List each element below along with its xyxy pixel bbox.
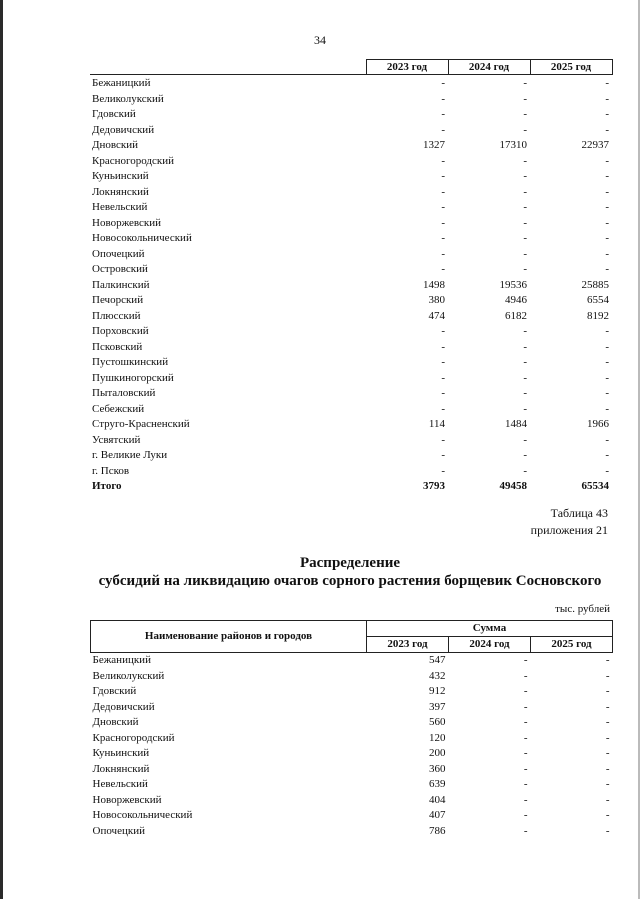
table-row bbox=[90, 355, 612, 371]
row-value-2024: - bbox=[523, 263, 527, 275]
section-title-line1: Распределение bbox=[299, 555, 401, 571]
row-value-2025: - bbox=[605, 685, 610, 697]
row-value-2024: - bbox=[523, 185, 527, 198]
page-number: 34 bbox=[314, 33, 326, 47]
row-value-2023: 474 bbox=[428, 309, 445, 322]
table-row bbox=[91, 762, 613, 778]
row-value-2023: 1498 bbox=[423, 278, 445, 291]
row-value-2023: 114 bbox=[428, 418, 445, 430]
row-district-name: Пушкиногорский bbox=[92, 371, 174, 384]
row-value-2023: - bbox=[441, 371, 445, 384]
table2-header-2024: 2024 год bbox=[449, 637, 531, 653]
table-row bbox=[91, 653, 613, 669]
row-value-2024: - bbox=[523, 433, 527, 446]
row-value-2024: - bbox=[523, 356, 527, 368]
table-row bbox=[90, 154, 612, 170]
row-value-2023: 397 bbox=[429, 700, 446, 713]
row-value-2025: - bbox=[605, 654, 610, 666]
row-value-2023: - bbox=[441, 108, 445, 120]
row-value-2023: 407 bbox=[429, 809, 446, 821]
row-value-2023: 560 bbox=[429, 716, 446, 728]
table-row bbox=[91, 715, 613, 731]
row-district-name: Красногородский bbox=[92, 731, 175, 744]
row-value-2024: - bbox=[523, 340, 527, 353]
row-value-2025: - bbox=[605, 185, 609, 198]
row-value-2024: - bbox=[523, 325, 527, 337]
row-value-2025: - bbox=[605, 731, 610, 744]
row-value-2023: 404 bbox=[429, 793, 446, 806]
table1-header-row bbox=[90, 60, 612, 75]
table-row bbox=[90, 448, 612, 464]
total-value-2024: 49458 bbox=[499, 480, 527, 492]
row-value-2025: - bbox=[605, 778, 610, 790]
row-value-2024: - bbox=[523, 449, 527, 461]
row-value-2024: - bbox=[523, 464, 527, 477]
row-value-2023: - bbox=[441, 464, 445, 477]
row-value-2024: - bbox=[523, 669, 528, 682]
table-row bbox=[90, 107, 612, 123]
table-row bbox=[90, 200, 612, 216]
row-value-2024: - bbox=[523, 232, 527, 244]
row-district-name: Палкинский bbox=[92, 278, 150, 291]
table1-header-blank bbox=[90, 60, 366, 75]
row-value-2023: 1327 bbox=[423, 139, 445, 151]
row-value-2025: - bbox=[605, 325, 609, 337]
row-value-2024: - bbox=[523, 201, 527, 213]
table2-header-2025: 2025 год bbox=[531, 637, 613, 653]
section-title-line2: субсидий на ликвидацию очагов сорного растения борщевик Сосновского bbox=[98, 573, 602, 589]
table-hogweed-subsidies bbox=[90, 620, 613, 839]
table1-header-2023: 2023 год bbox=[366, 60, 448, 75]
row-value-2024: - bbox=[523, 700, 528, 713]
appendix-caption: приложения 21 bbox=[530, 523, 608, 537]
row-value-2024: - bbox=[523, 92, 527, 105]
row-district-name: Пыталовский bbox=[92, 387, 156, 399]
row-value-2024: - bbox=[523, 778, 528, 790]
row-value-2025: - bbox=[605, 464, 609, 477]
row-value-2025: - bbox=[605, 77, 609, 89]
table-row bbox=[91, 700, 613, 716]
row-value-2023: 360 bbox=[429, 762, 446, 775]
row-value-2025: - bbox=[605, 340, 609, 353]
table-row bbox=[91, 793, 613, 809]
table2-header-name: Наименование районов и городов bbox=[91, 621, 367, 653]
row-district-name: Красногородский bbox=[92, 154, 175, 167]
table-row bbox=[91, 777, 613, 793]
row-value-2025: - bbox=[605, 263, 609, 275]
row-district-name: Великолукский bbox=[92, 669, 165, 682]
row-district-name: Дновский bbox=[92, 716, 139, 728]
row-value-2025: - bbox=[605, 201, 609, 213]
row-value-2024: - bbox=[523, 731, 528, 744]
table-row bbox=[90, 293, 612, 309]
table-row bbox=[90, 371, 612, 387]
total-value-2025: 65534 bbox=[581, 480, 609, 492]
row-district-name: Куньинский bbox=[92, 747, 150, 759]
table-row bbox=[91, 808, 613, 824]
row-district-name: Новоржевский bbox=[92, 216, 162, 229]
table-row bbox=[90, 75, 612, 92]
row-value-2023: 200 bbox=[429, 747, 446, 759]
row-value-2023: - bbox=[441, 232, 445, 244]
row-value-2023: - bbox=[441, 185, 445, 198]
table-row bbox=[90, 169, 612, 185]
row-district-name: г. Псков bbox=[92, 464, 130, 477]
row-district-name: г. Великие Луки bbox=[92, 449, 168, 461]
row-value-2024: 4946 bbox=[505, 294, 527, 306]
row-value-2024: - bbox=[523, 654, 528, 666]
row-value-2025: - bbox=[605, 216, 609, 229]
table2-header-2023: 2023 год bbox=[367, 637, 449, 653]
row-district-name: Гдовский bbox=[92, 685, 137, 697]
table-row bbox=[90, 262, 612, 278]
row-value-2025: - bbox=[605, 154, 609, 167]
row-value-2025: - bbox=[605, 809, 610, 821]
table-number-caption: Таблица 43 bbox=[550, 506, 608, 520]
row-value-2024: - bbox=[523, 371, 527, 384]
row-value-2023: - bbox=[441, 387, 445, 399]
table-row bbox=[90, 417, 612, 433]
row-value-2023: 432 bbox=[429, 669, 446, 682]
table-row bbox=[90, 92, 612, 108]
row-value-2023: - bbox=[441, 216, 445, 229]
row-value-2025: - bbox=[605, 716, 610, 728]
row-value-2025: - bbox=[605, 669, 610, 682]
row-district-name: Опочецкий bbox=[92, 247, 145, 260]
row-value-2023: - bbox=[441, 449, 445, 461]
row-value-2024: - bbox=[523, 108, 527, 120]
row-value-2023: - bbox=[441, 340, 445, 353]
row-value-2023: - bbox=[441, 201, 445, 213]
row-value-2025: - bbox=[605, 247, 609, 260]
row-value-2025: 22937 bbox=[581, 139, 609, 151]
row-value-2023: - bbox=[441, 77, 445, 89]
table-row bbox=[90, 324, 612, 340]
table-row bbox=[90, 464, 612, 480]
table2-header-row-1 bbox=[91, 621, 613, 637]
table-row bbox=[90, 123, 612, 139]
table-row bbox=[90, 216, 612, 232]
row-value-2025: 8192 bbox=[587, 309, 609, 322]
row-value-2025: - bbox=[605, 762, 610, 775]
row-value-2024: - bbox=[523, 824, 528, 837]
row-value-2024: - bbox=[523, 809, 528, 821]
row-district-name: Печорский bbox=[92, 294, 144, 306]
row-district-name: Бежаницкий bbox=[92, 77, 151, 89]
row-value-2023: - bbox=[441, 123, 445, 136]
units-label: тыс. рублей bbox=[555, 603, 610, 615]
row-value-2023: - bbox=[441, 433, 445, 446]
row-value-2024: - bbox=[523, 170, 527, 182]
table-row bbox=[90, 340, 612, 356]
row-value-2025: - bbox=[605, 387, 609, 399]
row-value-2023: - bbox=[441, 92, 445, 105]
row-value-2025: - bbox=[605, 123, 609, 136]
row-value-2025: 1966 bbox=[587, 418, 609, 430]
row-district-name: Псковский bbox=[92, 340, 143, 353]
row-value-2024: - bbox=[523, 247, 527, 260]
table-row bbox=[90, 138, 612, 154]
total-label: Итого bbox=[92, 480, 122, 492]
row-district-name: Великолукский bbox=[92, 92, 164, 105]
row-district-name: Локнянский bbox=[92, 185, 149, 198]
row-value-2025: - bbox=[605, 232, 609, 244]
row-value-2025: - bbox=[605, 108, 609, 120]
row-district-name: Невельский bbox=[92, 201, 148, 213]
row-district-name: Плюсский bbox=[92, 309, 141, 322]
row-value-2024: - bbox=[523, 154, 527, 167]
row-district-name: Дедовичский bbox=[92, 700, 155, 713]
scan-edge-left bbox=[0, 0, 3, 899]
row-value-2023: 547 bbox=[429, 654, 446, 666]
row-value-2025: - bbox=[605, 449, 609, 461]
row-value-2025: 25885 bbox=[581, 278, 609, 291]
table-row bbox=[90, 185, 612, 201]
row-value-2023: - bbox=[441, 402, 445, 415]
row-value-2023: 120 bbox=[429, 731, 446, 744]
row-value-2024: - bbox=[523, 747, 528, 759]
row-value-2025: - bbox=[605, 433, 609, 446]
table-row bbox=[90, 278, 612, 294]
row-district-name: Куньинский bbox=[92, 170, 149, 182]
row-value-2023: 639 bbox=[429, 778, 446, 790]
table-subsidies-continued bbox=[90, 59, 613, 495]
row-value-2025: - bbox=[605, 700, 610, 713]
table-row bbox=[90, 433, 612, 449]
row-value-2025: 6554 bbox=[587, 294, 609, 306]
row-district-name: Пустошкинский bbox=[92, 356, 169, 368]
row-value-2023: - bbox=[441, 325, 445, 337]
row-district-name: Усвятский bbox=[92, 433, 141, 446]
row-value-2024: - bbox=[523, 77, 527, 89]
table-row bbox=[91, 746, 613, 762]
row-value-2025: - bbox=[605, 92, 609, 105]
table1-body bbox=[90, 75, 612, 495]
total-value-2023: 3793 bbox=[423, 480, 445, 492]
row-value-2024: - bbox=[523, 387, 527, 399]
table-row bbox=[91, 731, 613, 747]
row-district-name: Бежаницкий bbox=[92, 654, 151, 666]
row-value-2025: - bbox=[605, 793, 610, 806]
row-value-2023: 380 bbox=[428, 294, 445, 306]
table2-body bbox=[91, 653, 613, 840]
table-row bbox=[90, 402, 612, 418]
row-district-name: Островский bbox=[92, 263, 148, 275]
row-district-name: Новосокольнический bbox=[92, 809, 193, 821]
row-district-name: Локнянский bbox=[92, 762, 150, 775]
table1-header-2025: 2025 год bbox=[530, 60, 612, 75]
table-row bbox=[91, 824, 613, 840]
row-value-2024: 17310 bbox=[499, 139, 527, 151]
row-value-2024: - bbox=[523, 685, 528, 697]
row-value-2025: - bbox=[605, 170, 609, 182]
row-value-2024: - bbox=[523, 762, 528, 775]
table1-header-2024: 2024 год bbox=[448, 60, 530, 75]
row-value-2024: - bbox=[523, 716, 528, 728]
row-value-2023: - bbox=[441, 356, 445, 368]
row-district-name: Гдовский bbox=[92, 108, 136, 120]
row-district-name: Себежский bbox=[92, 402, 145, 415]
table-row bbox=[91, 684, 613, 700]
row-value-2024: - bbox=[523, 793, 528, 806]
row-value-2023: 786 bbox=[429, 824, 446, 837]
row-district-name: Дедовичский bbox=[92, 123, 155, 136]
row-value-2025: - bbox=[605, 356, 609, 368]
row-district-name: Новосокольнический bbox=[92, 232, 192, 244]
row-value-2024: 1484 bbox=[505, 418, 527, 430]
row-value-2023: - bbox=[441, 170, 445, 182]
table-row bbox=[91, 669, 613, 685]
row-value-2023: - bbox=[441, 247, 445, 260]
row-value-2023: - bbox=[441, 263, 445, 275]
row-district-name: Порховский bbox=[92, 325, 149, 337]
row-value-2023: 912 bbox=[429, 685, 446, 697]
row-value-2024: - bbox=[523, 216, 527, 229]
row-value-2023: - bbox=[441, 154, 445, 167]
row-value-2025: - bbox=[605, 371, 609, 384]
row-value-2025: - bbox=[605, 747, 610, 759]
table-row bbox=[90, 309, 612, 325]
table-row bbox=[90, 231, 612, 247]
row-district-name: Невельский bbox=[92, 778, 148, 790]
row-district-name: Опочецкий bbox=[92, 824, 145, 837]
row-value-2024: 19536 bbox=[499, 278, 527, 291]
row-district-name: Струго-Красненский bbox=[92, 418, 190, 430]
row-district-name: Дновский bbox=[92, 139, 139, 151]
table-row bbox=[90, 386, 612, 402]
total-row bbox=[90, 479, 612, 495]
row-value-2025: - bbox=[605, 824, 610, 837]
row-district-name: Новоржевский bbox=[92, 793, 162, 806]
row-value-2025: - bbox=[605, 402, 609, 415]
row-value-2024: - bbox=[523, 402, 527, 415]
row-value-2024: 6182 bbox=[505, 309, 527, 322]
table2-header-sum: Сумма bbox=[367, 621, 613, 637]
table-row bbox=[90, 247, 612, 263]
row-value-2024: - bbox=[523, 123, 527, 136]
